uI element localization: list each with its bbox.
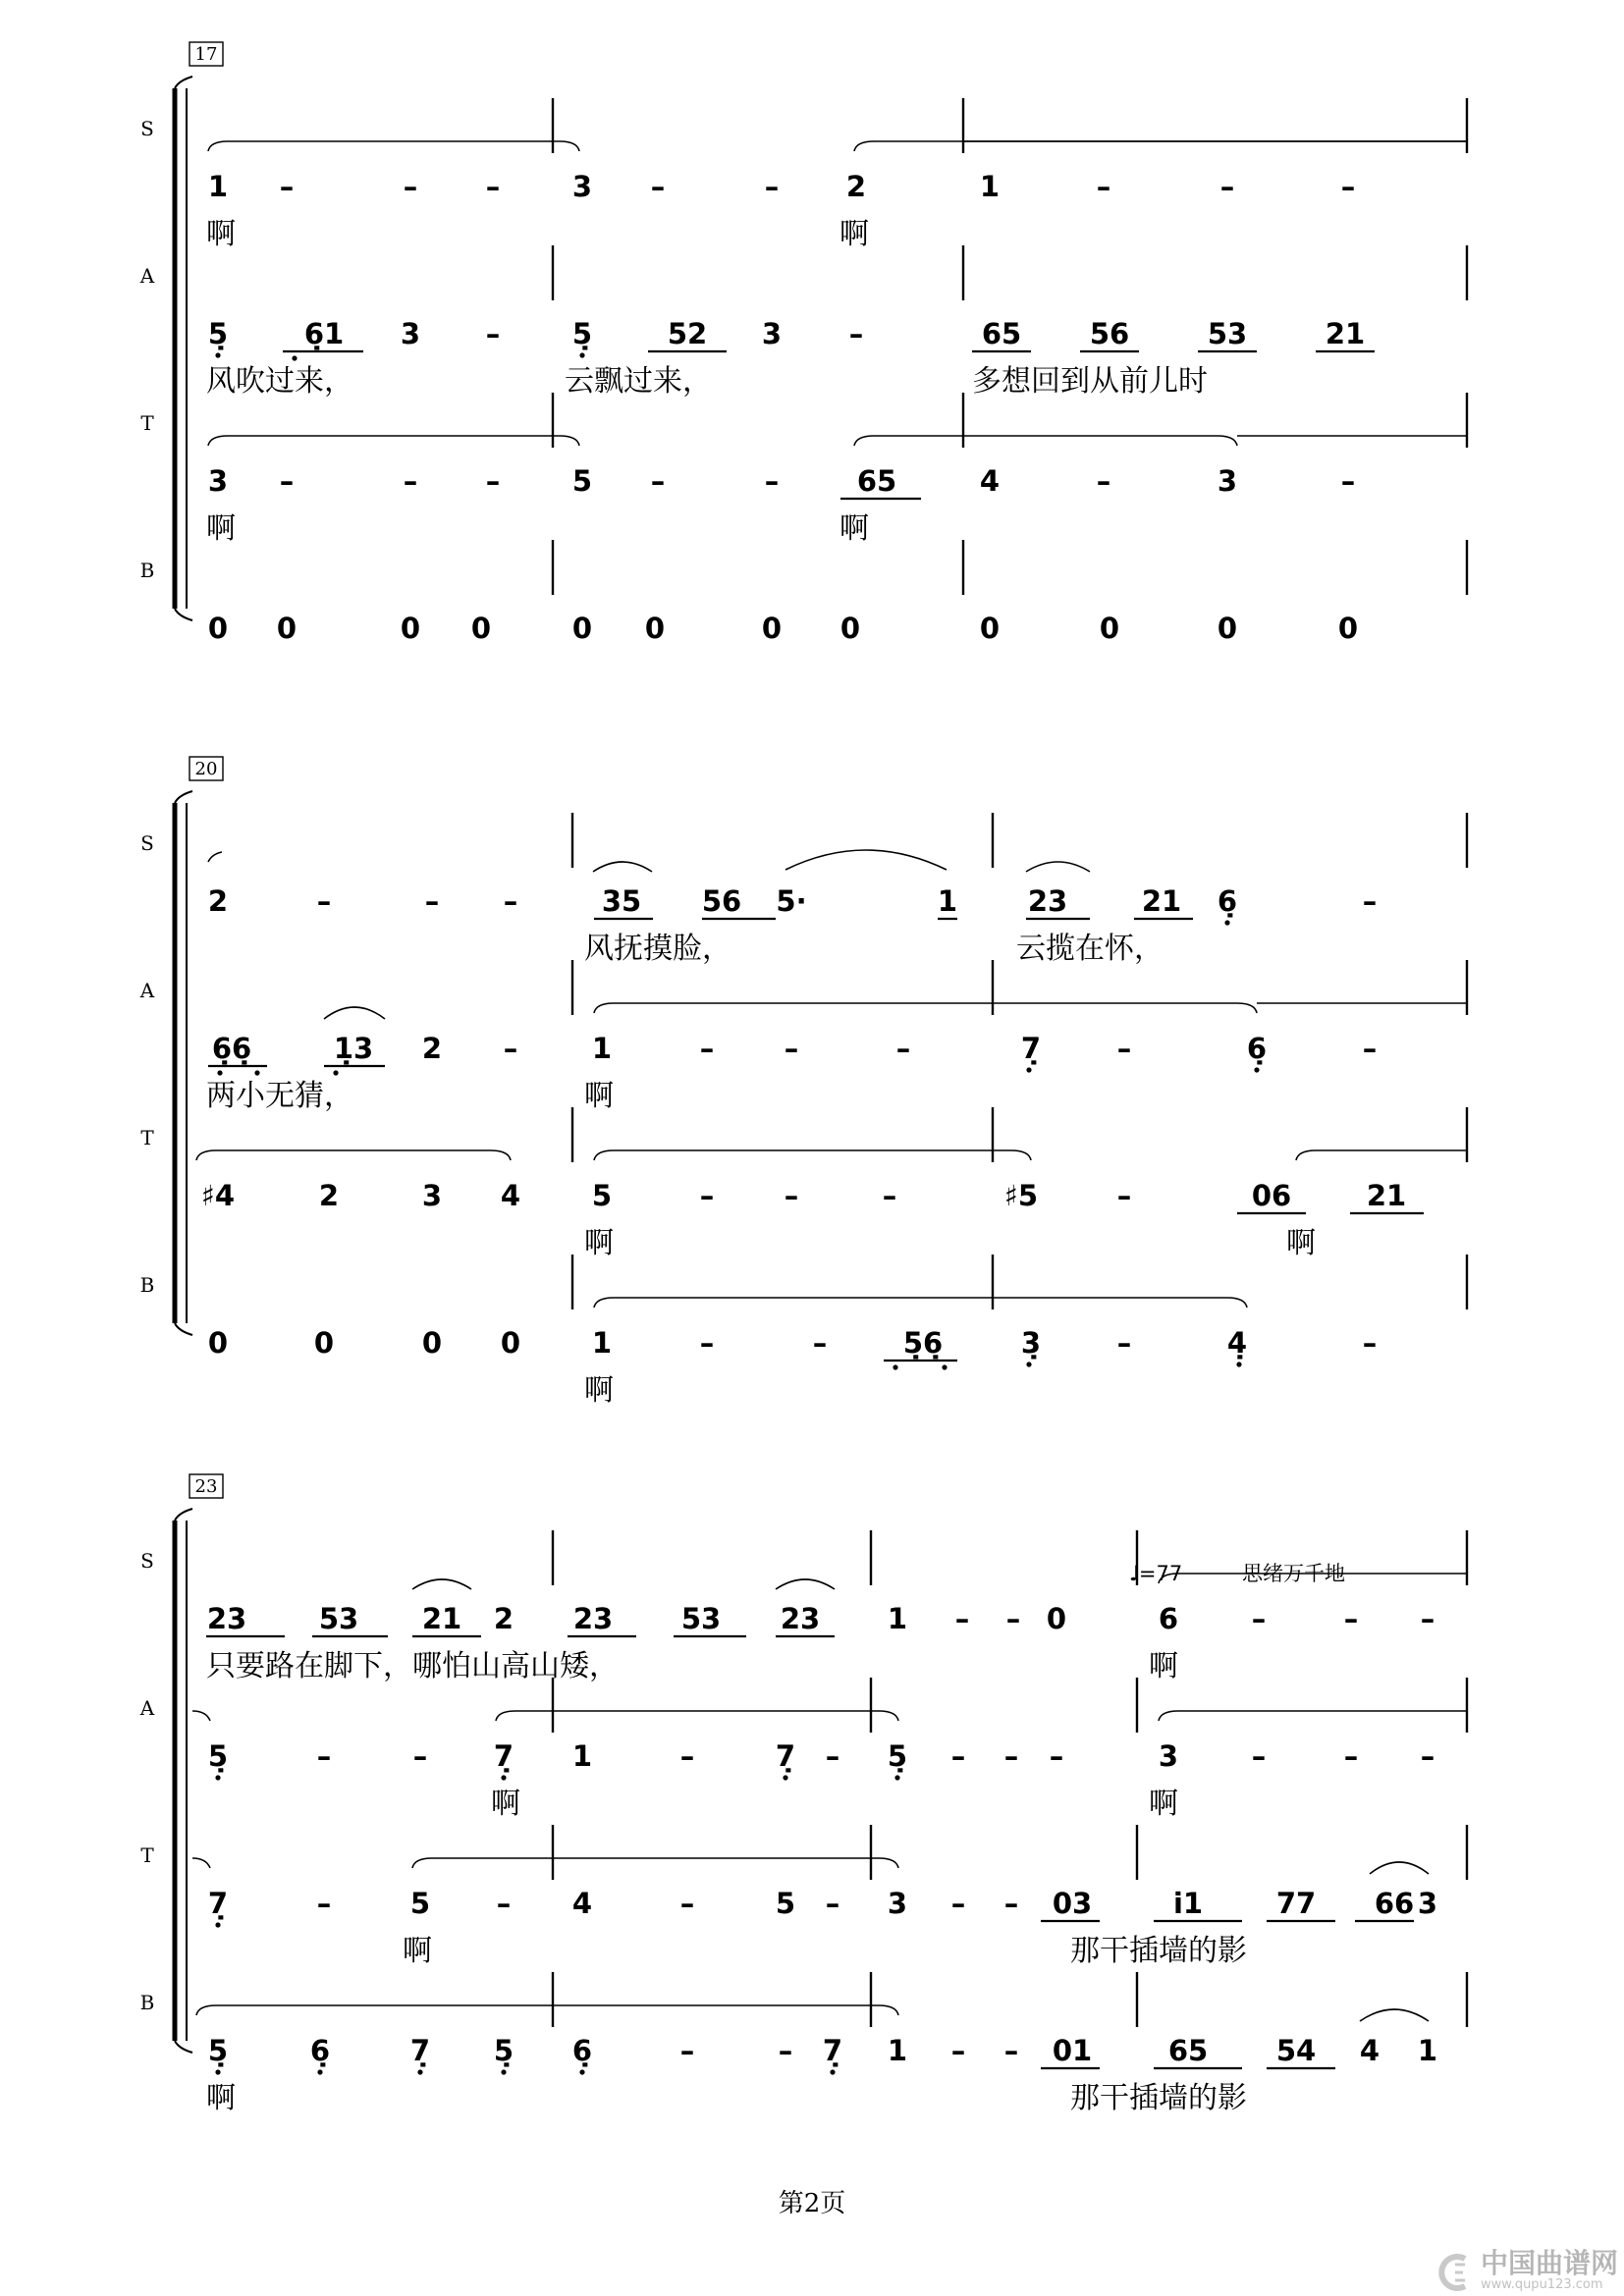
note: – — [848, 317, 864, 350]
note: 0 — [207, 612, 229, 645]
note: 1 — [207, 170, 229, 203]
expression-marking: 思绪万千地 — [1242, 1562, 1345, 1585]
note: 23 — [1027, 884, 1068, 918]
octave-dot — [215, 1922, 220, 1927]
note: 1 — [937, 884, 958, 918]
slur — [208, 141, 579, 151]
note: – — [424, 884, 440, 918]
note: 2 — [845, 170, 867, 203]
note: 3̣ — [1020, 1326, 1042, 1360]
lyric: 啊 — [206, 2081, 236, 2115]
note: – — [485, 170, 501, 203]
note: – — [882, 1179, 897, 1212]
note: – — [679, 2034, 695, 2067]
lyric: 云飘过来， — [565, 364, 712, 399]
note: – — [1343, 1739, 1359, 1773]
note: 7̣ — [775, 1739, 796, 1773]
octave-dot — [893, 1364, 897, 1369]
slur — [785, 850, 947, 870]
octave-dot — [501, 2069, 506, 2074]
octave-dot — [579, 352, 584, 357]
note: 6̣ — [1246, 1032, 1268, 1065]
note: 0 — [400, 612, 421, 645]
slur — [776, 1579, 835, 1589]
lyric: 啊 — [584, 1373, 614, 1408]
note: 0 — [1046, 1602, 1067, 1635]
note: – — [1340, 170, 1356, 203]
note: 7̣ — [409, 2034, 431, 2067]
note: – — [1003, 1887, 1019, 1920]
note: – — [1003, 2034, 1019, 2067]
note: 0 — [571, 612, 593, 645]
note: 0 — [470, 612, 492, 645]
slur — [1360, 2009, 1429, 2021]
note: – — [485, 317, 501, 350]
note: – — [699, 1179, 715, 1212]
voice-label: B — [139, 1273, 155, 1297]
note: – — [412, 1739, 428, 1773]
note: – — [279, 464, 295, 498]
note: 77 — [1275, 1887, 1317, 1920]
note: 1 — [1417, 2034, 1438, 2067]
note: – — [403, 464, 418, 498]
note: – — [812, 1326, 828, 1360]
note: – — [895, 1032, 911, 1065]
system-bracket-hooks — [175, 1509, 192, 2053]
note: 5 — [571, 464, 593, 498]
note: 1 — [887, 1602, 908, 1635]
note: 0 — [1217, 612, 1238, 645]
note: 5̣ — [207, 1739, 229, 1773]
note: 5̣ — [493, 2034, 514, 2067]
slur — [412, 1579, 471, 1589]
note: 53 — [1207, 317, 1248, 350]
voice-label: T — [140, 1843, 154, 1867]
slur — [1159, 1711, 1468, 1721]
note: – — [403, 170, 418, 203]
lyric: 风吹过来， — [206, 364, 353, 399]
note: 4 — [1359, 2034, 1380, 2067]
slur — [192, 1711, 210, 1721]
voice-label: A — [139, 1696, 155, 1720]
note: 5 — [591, 1179, 613, 1212]
note: 5 — [409, 1887, 431, 1920]
note: 7̣ — [493, 1739, 514, 1773]
note: – — [825, 1739, 840, 1773]
voice-label: B — [139, 559, 155, 582]
note: 4 — [979, 464, 1001, 498]
note: 0 — [979, 612, 1001, 645]
lyric: 啊 — [1286, 1226, 1316, 1260]
octave-dot — [1236, 1362, 1241, 1366]
note: 0 — [207, 1326, 229, 1360]
voice-label: S — [140, 117, 154, 140]
note: 56 — [1089, 317, 1130, 350]
note: – — [496, 1887, 512, 1920]
note: 3 — [1158, 1739, 1179, 1773]
note: 0 — [644, 612, 666, 645]
note: 0 — [313, 1326, 335, 1360]
octave-dot — [942, 1364, 947, 1369]
lyric: 那干插墙的影 — [1070, 2081, 1247, 2115]
note: – — [503, 1032, 518, 1065]
slur — [196, 1150, 511, 1160]
note: 4 — [571, 1887, 593, 1920]
slur — [594, 1298, 1247, 1308]
octave-dot — [417, 2069, 422, 2074]
note: – — [316, 1739, 332, 1773]
note: 23 — [780, 1602, 821, 1635]
note: 21 — [1141, 884, 1182, 918]
note: 5̣ — [571, 317, 593, 350]
note: – — [699, 1326, 715, 1360]
note: – — [1096, 170, 1111, 203]
octave-dot — [579, 2069, 584, 2074]
note: 5̣ — [207, 317, 229, 350]
note: 23 — [572, 1602, 614, 1635]
lyric: 啊 — [403, 1934, 432, 1968]
octave-dot — [783, 1775, 787, 1780]
slur — [192, 1858, 210, 1868]
note: 6 — [1158, 1602, 1179, 1635]
note: 3 — [761, 317, 783, 350]
lyric: 那干插墙的影 — [1070, 1934, 1247, 1968]
note: – — [316, 884, 332, 918]
note: 0 — [1337, 612, 1359, 645]
note: 7̣ — [822, 2034, 843, 2067]
note: – — [1420, 1602, 1435, 1635]
note: – — [1096, 464, 1111, 498]
note: 53 — [318, 1602, 359, 1635]
note: 0 — [761, 612, 783, 645]
note: 1 — [571, 1739, 593, 1773]
note: – — [950, 1887, 966, 1920]
note: – — [954, 1602, 970, 1635]
slur — [208, 436, 579, 446]
note: 5 — [775, 1887, 796, 1920]
note: 3 — [1417, 1887, 1438, 1920]
slur — [1370, 1862, 1429, 1874]
voice-label: A — [139, 264, 155, 288]
note: 3 — [1217, 464, 1238, 498]
note: 21 — [1325, 317, 1366, 350]
slur — [1026, 862, 1090, 872]
octave-dot — [501, 1775, 506, 1780]
note: ♯5 — [1003, 1179, 1039, 1212]
note: – — [1003, 1739, 1019, 1773]
watermark-name: 中国曲谱网 — [1480, 2247, 1618, 2279]
note: 5̣ — [207, 2034, 229, 2067]
octave-dot — [333, 1070, 338, 1075]
note: – — [503, 884, 518, 918]
note: 5· — [776, 884, 807, 918]
system-bracket-hooks — [175, 791, 192, 1335]
octave-dot — [215, 352, 220, 357]
slur — [854, 141, 1468, 151]
note: – — [784, 1179, 799, 1212]
octave-dot — [1026, 1067, 1031, 1072]
note: – — [950, 2034, 966, 2067]
slur — [593, 862, 652, 872]
lyric: 啊 — [839, 511, 869, 546]
slur — [594, 1003, 1257, 1013]
qupu-logo-icon — [1435, 2253, 1475, 2292]
note: 1 — [591, 1326, 613, 1360]
note: 56 — [701, 884, 742, 918]
voice-label: S — [140, 1549, 154, 1573]
octave-dot — [215, 1775, 220, 1780]
note: 35 — [601, 884, 642, 918]
lyric: 多想回到从前儿时 — [972, 364, 1208, 399]
note: – — [784, 1032, 799, 1065]
note: 5̣ — [887, 1739, 908, 1773]
note: 4 — [500, 1179, 521, 1212]
note: – — [679, 1739, 695, 1773]
note: 03 — [1052, 1887, 1093, 1920]
slur — [1296, 1150, 1468, 1160]
note: 6̣1 — [303, 317, 345, 350]
note: – — [1362, 1326, 1378, 1360]
voice-label: T — [140, 411, 154, 435]
note: – — [650, 170, 666, 203]
note: 1̣3 — [333, 1032, 374, 1065]
note: 0 — [500, 1326, 521, 1360]
octave-dot — [217, 1070, 222, 1075]
lyric: 啊 — [1149, 1649, 1178, 1683]
note: – — [1116, 1179, 1132, 1212]
lyric: 啊 — [584, 1226, 614, 1260]
note: 53 — [680, 1602, 722, 1635]
measure-number: 20 — [194, 759, 218, 779]
lyric: 啊 — [584, 1079, 614, 1113]
lyric: 只要路在脚下，哪怕山高山矮， — [206, 1649, 619, 1683]
note: – — [1340, 464, 1356, 498]
octave-dot — [254, 1070, 259, 1075]
note: – — [764, 464, 780, 498]
note: 66 — [1374, 1887, 1415, 1920]
note: 0 — [276, 612, 298, 645]
note: 5̣6̣ — [902, 1326, 944, 1360]
lyric: 啊 — [206, 217, 236, 251]
note: – — [1362, 1032, 1378, 1065]
note: 21 — [421, 1602, 462, 1635]
octave-dot — [292, 355, 297, 360]
note: 6̣ — [1217, 884, 1238, 918]
note: 7̣ — [207, 1887, 229, 1920]
slur — [412, 1858, 898, 1868]
note: – — [1049, 1739, 1064, 1773]
note: – — [1251, 1739, 1267, 1773]
note: 6̣ — [571, 2034, 593, 2067]
note: – — [764, 170, 780, 203]
octave-dot — [1254, 1067, 1259, 1072]
octave-dot — [1026, 1362, 1031, 1366]
note: 3 — [400, 317, 421, 350]
note: 0 — [1099, 612, 1120, 645]
note: – — [1116, 1032, 1132, 1065]
measure-number: 23 — [194, 1476, 218, 1497]
note: 3 — [571, 170, 593, 203]
note: – — [825, 1887, 840, 1920]
note: 65 — [856, 464, 897, 498]
note: 0 — [839, 612, 861, 645]
note: 3 — [887, 1887, 908, 1920]
lyric: 啊 — [839, 217, 869, 251]
note: 2 — [318, 1179, 340, 1212]
lyric: 风抚摸脸， — [584, 932, 731, 966]
page-number: 第2页 — [778, 2189, 846, 2218]
note: – — [1420, 1739, 1435, 1773]
slur — [594, 1150, 1031, 1160]
note: – — [1116, 1326, 1132, 1360]
note: – — [679, 1887, 695, 1920]
note: – — [1343, 1602, 1359, 1635]
lyric: 云揽在怀， — [1016, 932, 1164, 966]
octave-dot — [215, 2069, 220, 2074]
note: – — [699, 1032, 715, 1065]
note: – — [316, 1887, 332, 1920]
note: 65 — [981, 317, 1022, 350]
lyric: 啊 — [206, 511, 236, 546]
octave-dot — [317, 2069, 322, 2074]
note: 7̣ — [1020, 1032, 1042, 1065]
slur — [496, 1711, 898, 1721]
octave-dot — [1224, 920, 1229, 925]
note: 52 — [667, 317, 708, 350]
slur — [324, 1007, 385, 1019]
note: ♯4 — [200, 1179, 236, 1212]
watermark — [1435, 2249, 1618, 2292]
lyric: 两小无猜， — [206, 1079, 353, 1113]
note: – — [1251, 1602, 1267, 1635]
note: 4̣ — [1226, 1326, 1248, 1360]
note: 3 — [207, 464, 229, 498]
note: 6̣6̣ — [211, 1032, 252, 1065]
note: 2 — [493, 1602, 514, 1635]
voice-label: S — [140, 831, 154, 855]
note: – — [1219, 170, 1235, 203]
note: – — [279, 170, 295, 203]
lyric: 啊 — [491, 1787, 520, 1821]
octave-dot — [894, 1775, 899, 1780]
note: 0 — [421, 1326, 443, 1360]
lyric: 啊 — [1149, 1787, 1178, 1821]
note: 1 — [887, 2034, 908, 2067]
tempo-marking: ♩=77 — [1129, 1562, 1183, 1585]
voice-label: A — [139, 979, 155, 1002]
note: 1 — [591, 1032, 613, 1065]
note: 2 — [207, 884, 229, 918]
voice-label: T — [140, 1126, 154, 1149]
note: 6̣ — [309, 2034, 331, 2067]
watermark-url: www.qupu123.com — [1480, 2277, 1603, 2292]
slur — [196, 2005, 898, 2015]
note: 54 — [1275, 2034, 1317, 2067]
note: 23 — [206, 1602, 247, 1635]
note: – — [778, 2034, 793, 2067]
slur — [854, 436, 1237, 446]
note: – — [1362, 884, 1378, 918]
note: 1 — [979, 170, 1001, 203]
note: 06 — [1251, 1179, 1292, 1212]
note: 21 — [1366, 1179, 1407, 1212]
system-bracket-hooks — [175, 77, 192, 620]
voice-label: B — [139, 1991, 155, 2014]
note: 3 — [421, 1179, 443, 1212]
note: 65 — [1167, 2034, 1209, 2067]
note: 2 — [421, 1032, 443, 1065]
note: i̇1 — [1172, 1887, 1204, 1920]
slur — [208, 852, 222, 862]
note: – — [1005, 1602, 1021, 1635]
note: – — [950, 1739, 966, 1773]
note: – — [650, 464, 666, 498]
octave-dot — [830, 2069, 835, 2074]
note: – — [485, 464, 501, 498]
note: 01 — [1052, 2034, 1093, 2067]
measure-number: 17 — [194, 44, 218, 65]
